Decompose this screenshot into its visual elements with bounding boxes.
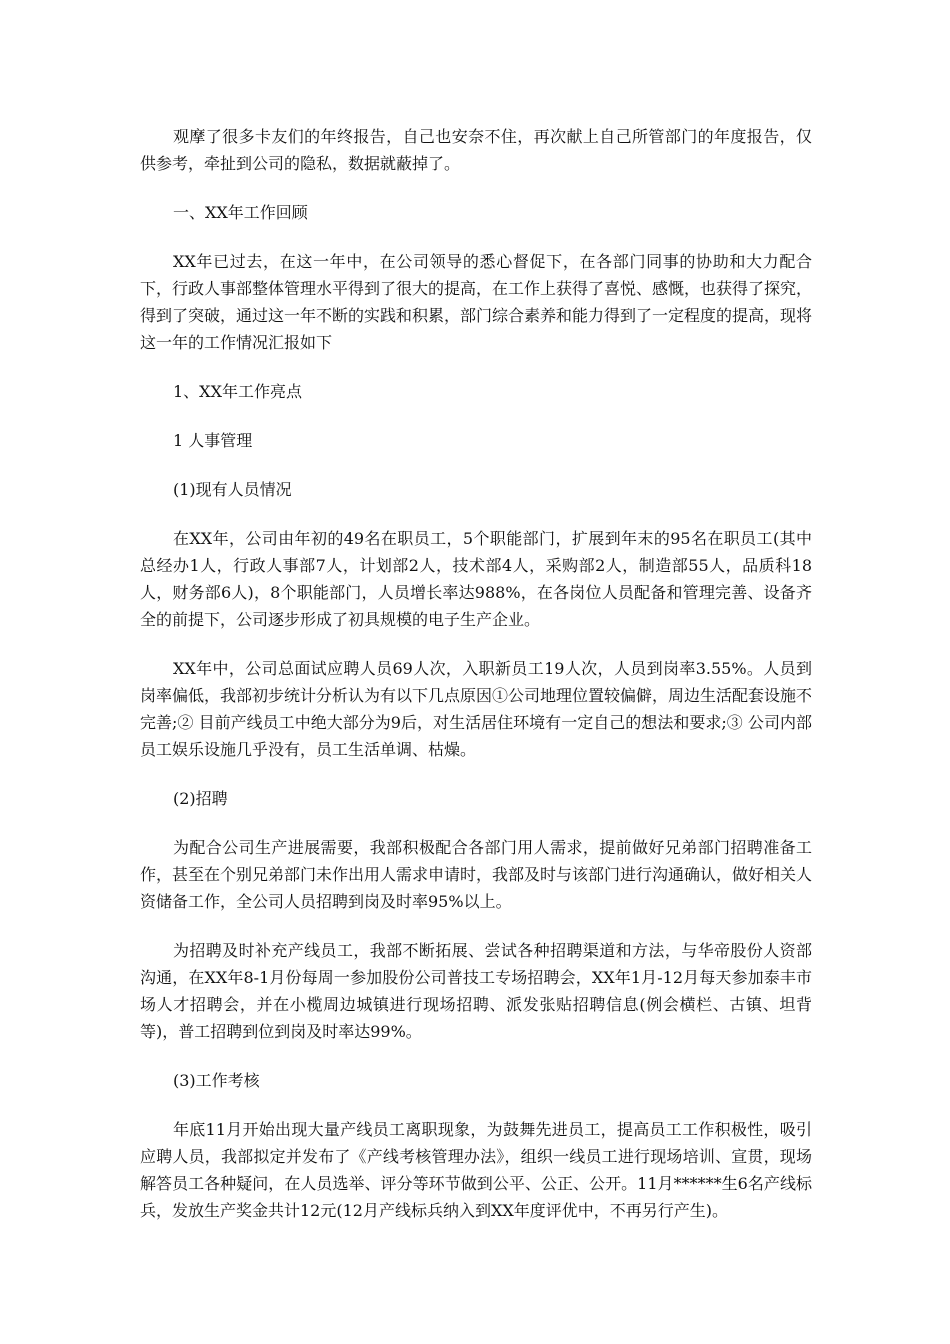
item-paragraph: 为招聘及时补充产线员工，我部不断拓展、尝试各种招聘渠道和方法，与华帝股份人资部沟通，在XX年8-1月份每周一参加股份公司普技工专场招聘会，XX年1月-12月每天参加泰丰市场人才招聘会，并在小榄周边城镇进行现场招聘、派发张贴招聘信息(例会横栏、古镇、坦背等)，普工招聘到位到岗及时率达99%。: [140, 941, 812, 1041]
item-heading: (1)现有人员情况: [173, 480, 292, 499]
section-paragraph: XX年已过去，在这一年中，在公司领导的悉心督促下，在各部门同事的协助和大力配合下，行政人事部整体管理水平得到了很大的提高，在工作上获得了喜悦、感慨，也获得了探究，得到了突破，通过这一年不断的实践和积累，部门综合素养和能力得到了一定程度的提高，现将这一年的工作情况汇报如下: [140, 252, 813, 352]
item-heading: (2)招聘: [173, 789, 228, 808]
subsubsection-heading: 1 人事管理: [173, 431, 253, 450]
item-paragraph: XX年中，公司总面试应聘人员69人次，入职新员工19人次，人员到岗率3.55%。人员到岗率偏低，我部初步统计分析认为有以下几点原因①公司地理位置较偏僻，周边生活配套设施不完善;② 目前产线员工中绝大部分为9后，对生活居住环境有一定自己的想法和要求;③ 公司内部员工娱乐设施几乎没有，员工生活单调、枯燥。: [140, 659, 813, 759]
item-paragraph: 在XX年，公司由年初的49名在职员工，5个职能部门，扩展到年末的95名在职员工(其中总经办1人，行政人事部7人，计划部2人，技术部4人，采购部2人，制造部55人，品质科18人，财务部6人)，8个职能部门，人员增长率达988%，在各岗位人员配备和管理完善、设备齐全的前提下，公司逐步形成了初具规模的电子生产企业。: [140, 529, 812, 629]
intro-paragraph: 观摩了很多卡友们的年终报告，自己也安奈不住，再次献上自己所管部门的年度报告，仅供参考，牵扯到公司的隐私，数据就蔽掉了。: [140, 127, 812, 173]
section-heading: 一、XX年工作回顾: [173, 203, 308, 222]
item-paragraph: 为配合公司生产进展需要，我部积极配合各部门用人需求，提前做好兄弟部门招聘准备工作，甚至在个别兄弟部门未作出用人需求申请时，我部及时与该部门进行沟通确认，做好相关人资储备工作，全公司人员招聘到岗及时率95%以上。: [140, 838, 813, 911]
subsection-heading: 1、XX年工作亮点: [173, 382, 302, 401]
document-body: [140, 123, 812, 1246]
item-heading: (3)工作考核: [173, 1071, 260, 1090]
item-paragraph: 年底11月开始出现大量产线员工离职现象，为鼓舞先进员工，提高员工工作积极性，吸引应聘人员，我部拟定并发布了《产线考核管理办法》，组织一线员工进行现场培训、宣贯，现场解答员工各种疑问，在人员选举、评分等环节做到公平、公正、公开。11月******生6名产线标兵，发放生产奖金共计12元(12月产线标兵纳入到XX年度评优中，不再另行产生)。: [140, 1120, 812, 1220]
